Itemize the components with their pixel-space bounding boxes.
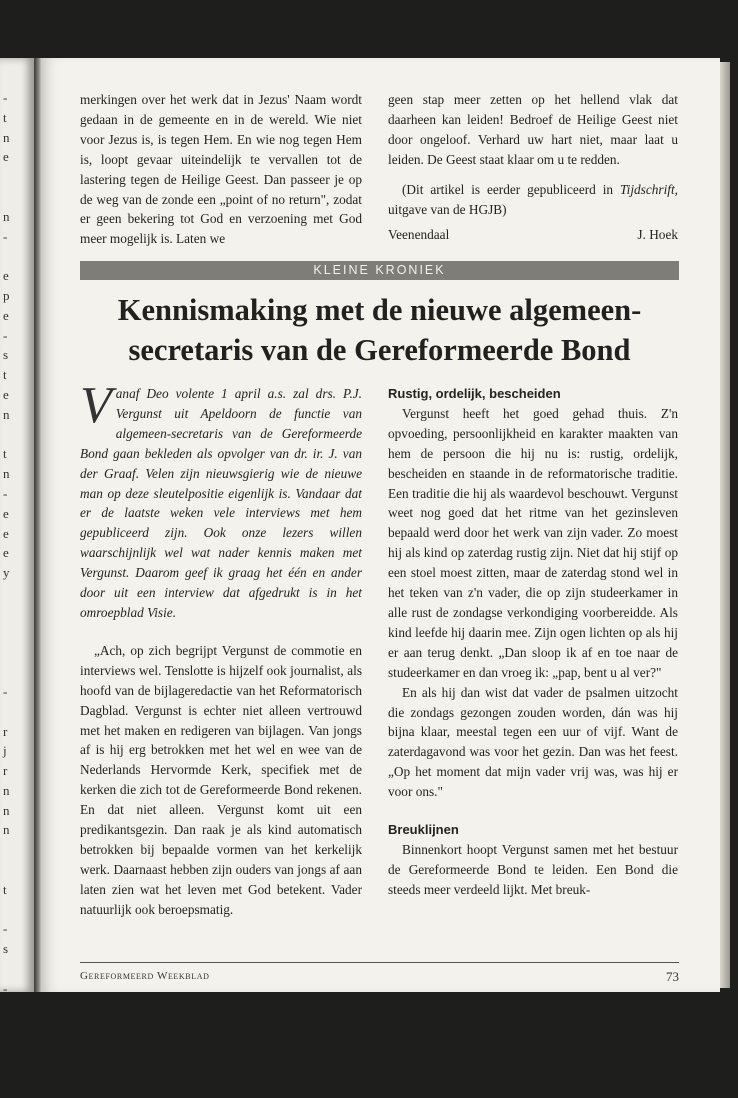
facing-page-fragment: s xyxy=(3,941,9,957)
article-body-right-2: En als hij dan wist dat vader de psalmen uitzocht die zondags gezongen zouden worden, dán was hij bijna klaar, meestal tegen een uur of vijf. Want de zaterdagavond was voor het gezin. Dan was het feest. „Op het moment dat mijn vader vrij was, was hij er voor ons." xyxy=(388,684,678,800)
facing-page-fragment: e xyxy=(3,149,9,165)
facing-page-fragment: - xyxy=(3,228,8,244)
facing-page-fragment: p xyxy=(3,287,10,303)
facing-page-fragment: r xyxy=(3,723,8,739)
article-body-right-3: Binnenkort hoopt Vergunst samen met het bestuur de Gereformeerde Bond te leiden. Een Bond die steeds meer verdeeld lijkt. Met breuk- xyxy=(388,841,678,897)
facing-page-fragment: n xyxy=(3,208,10,224)
facing-page-fragment xyxy=(3,187,23,207)
facing-page-fragment: e xyxy=(3,505,9,521)
article-headline: Kennismaking met de nieuwe algemeen-secretaris van de Gereformeerde Bond xyxy=(117,293,642,367)
page-number: 73 xyxy=(666,969,679,984)
facing-page-fragment: - xyxy=(3,980,8,996)
article-left-column xyxy=(80,377,362,920)
facing-page-fragment: n xyxy=(3,802,10,818)
facing-page-fragment: - xyxy=(3,921,8,937)
previous-article-right-column xyxy=(388,90,678,245)
previous-article-left-column xyxy=(80,90,362,249)
subheading-breuklijnen: Breuklijnen xyxy=(388,822,459,838)
previous-article-text-left: merkingen over het werk dat in Jezus' Naam wordt gedaan in de gemeente en in de wereld. Wie niet voor Jezus is, is tegen Hem. En wie nog tegen Hem is, loopt gevaar uiteindelijk te vervallen tot de lastering tegen de Heilige Geest. Dan passeer je op de weg van de zonde een „point of no return", zodat er geen bekering tot God en verzoening met God meer mogelijk is. Laten we xyxy=(80,92,362,247)
article-right-column xyxy=(388,384,678,900)
article-lead xyxy=(80,377,362,623)
section-banner: KLEINE KRONIEK xyxy=(80,261,679,280)
article-body-left: „Ach, op zich begrijpt Vergunst de commotie en interviews wel. Tenslotte is hijzelf ook journalist, als hoofd van de bijlageredactie van het Reformatorisch Dagblad. Vergunst is echter niet alleen vertrouwd met het maken en redigeren van bijlagen. Van jongs af is hij erg betrokken met het wel en wee van de Nederlands Hervormde Kerk, specifiek met de kerken die zich tot de Gereformeerde Bond rekenen. En dat niet alleen. Vergunst komt uit een predikantsgezin. Dan raak je als kind automatisch betrokken bij bepaalde vormen van het kerkelijk werk. Daarnaast hebben zijn ouders van jongs af aan laten zien wat het leven met God betekent. Vader natuurlijk ook beroepsmatig. xyxy=(80,642,362,917)
subheading-rustig: Rustig, ordelijk, bescheiden xyxy=(388,386,561,401)
facing-page-fragment: - xyxy=(3,683,8,699)
drop-cap: V xyxy=(80,377,112,434)
facing-page-fragment xyxy=(3,603,23,623)
facing-page-fragment xyxy=(3,246,23,266)
facing-page-fragment: - xyxy=(3,327,8,343)
previous-article-text-right: geen stap meer zetten op het hellend vlak dat daarheen kan leiden! Bedroef de Heilige Geest niet door ongeloof. Verhard uw hart niet, maar laat u leiden. De Geest staat klaar om u te redden. xyxy=(388,92,678,167)
facing-page-fragment xyxy=(3,642,23,662)
signoff-place: Veenendaal xyxy=(388,227,450,243)
page-edge-shadow xyxy=(720,62,730,988)
facing-page-fragment: y xyxy=(3,565,10,581)
facing-page-fragment: e xyxy=(3,307,9,323)
facing-page-fragment xyxy=(3,900,23,920)
facing-page-fragment xyxy=(3,583,23,603)
facing-page-fragment xyxy=(3,1038,23,1058)
facing-page-fragment: - xyxy=(3,485,8,501)
facing-page-fragment: e xyxy=(3,386,9,402)
facing-page-fragment: r xyxy=(3,763,8,779)
facing-page-fragment: e xyxy=(3,545,9,561)
facing-page-fragment xyxy=(3,840,23,860)
facing-page-fragment: t xyxy=(3,367,7,383)
signoff xyxy=(388,225,678,245)
facing-page-text-fragments xyxy=(3,88,23,1098)
citation-journal-title: Tijdschrift, xyxy=(619,181,678,197)
facing-page-fragment: j xyxy=(3,743,7,759)
facing-page-fragment: n xyxy=(3,129,10,145)
facing-page-fragment xyxy=(3,1078,23,1098)
facing-page-fragment: - xyxy=(3,90,8,105)
facing-page-fragment: n xyxy=(3,782,10,798)
facing-page-fragment xyxy=(3,702,23,722)
facing-page-edge xyxy=(0,58,34,996)
citation-note: (Dit artikel is eerder gepubliceerd in Tijdschrift, uitgave van de HGJB) xyxy=(388,181,678,217)
footer-publication-title: Gereformeerd Weekblad xyxy=(80,970,210,982)
facing-page-fragment xyxy=(3,425,23,445)
book-gutter xyxy=(34,58,42,992)
facing-page-fragment: t xyxy=(3,446,7,462)
facing-page-fragment xyxy=(3,1018,23,1038)
magazine-page xyxy=(42,58,720,992)
facing-page-fragment: t xyxy=(3,109,7,125)
facing-page-fragment: s xyxy=(3,347,9,363)
facing-page-fragment xyxy=(3,623,23,643)
facing-page-fragment xyxy=(3,662,23,682)
facing-page-fragment xyxy=(3,959,23,979)
facing-page-fragment: t xyxy=(3,881,7,897)
facing-page-fragment: n xyxy=(3,406,10,422)
facing-page-fragment xyxy=(3,167,23,187)
facing-page-fragment: e xyxy=(3,268,9,284)
signoff-author: J. Hoek xyxy=(637,227,678,243)
facing-page-fragment: n xyxy=(3,822,10,838)
facing-page-fragment: e xyxy=(3,525,9,541)
facing-page-fragment xyxy=(3,860,23,880)
article-body-right-1: Vergunst heeft het goed gehad thuis. Z'n opvoeding, persoonlijkheid en karakter maakten van hem de persoon die hij nu is: rustig, ordelijk, bescheiden en staande in de reformatorische traditie. Een traditie die hij als waardevol beschouwt. Vergunst weet nog goed dat het ritme van het gezinsleven bepaald werd door het werk van zijn vader. Zo moest hij als kind op zaterdag rustig zijn. Niet dat hij stijf op een stoel moest zitten, maar de zaterdag stond wel in het teken van z'n vader, die op zijn studeerkamer in alle rust de zondagse verkondiging voorbereidde. Als kind leefde hij daarin mee. Zijn ogen lichten op als hij er aan terug denkt. „Dan sloop ik af en toe naar de studeerkamer en dan vroeg ik: „pap, bent u al ver?" xyxy=(388,405,678,680)
lead-text: anaf Deo volente 1 april a.s. zal drs. P.J. Vergunst uit Apeldoorn de functie van algemeen-secretaris van de Gereformeerde Bond gaan bekleden als opvolger van dr. ir. J. van der Graaf. Velen zijn nieuwsgierig wie de nieuwe man op deze sleutelpositie eigenlijk is. Vandaar dat er de laatste weken vele interviews met hem gepubliceerd zijn. Ook onze lezers willen waarschijnlijk wel wat nader kennis maken met Vergunst. Daarom geef ik graag het één en ander door uit een interview dat afgedrukt is in het omroepblad Visie. xyxy=(80,386,362,620)
facing-page-fragment xyxy=(3,999,23,1019)
footer-rule xyxy=(80,962,679,963)
facing-page-fragment: n xyxy=(3,466,10,482)
